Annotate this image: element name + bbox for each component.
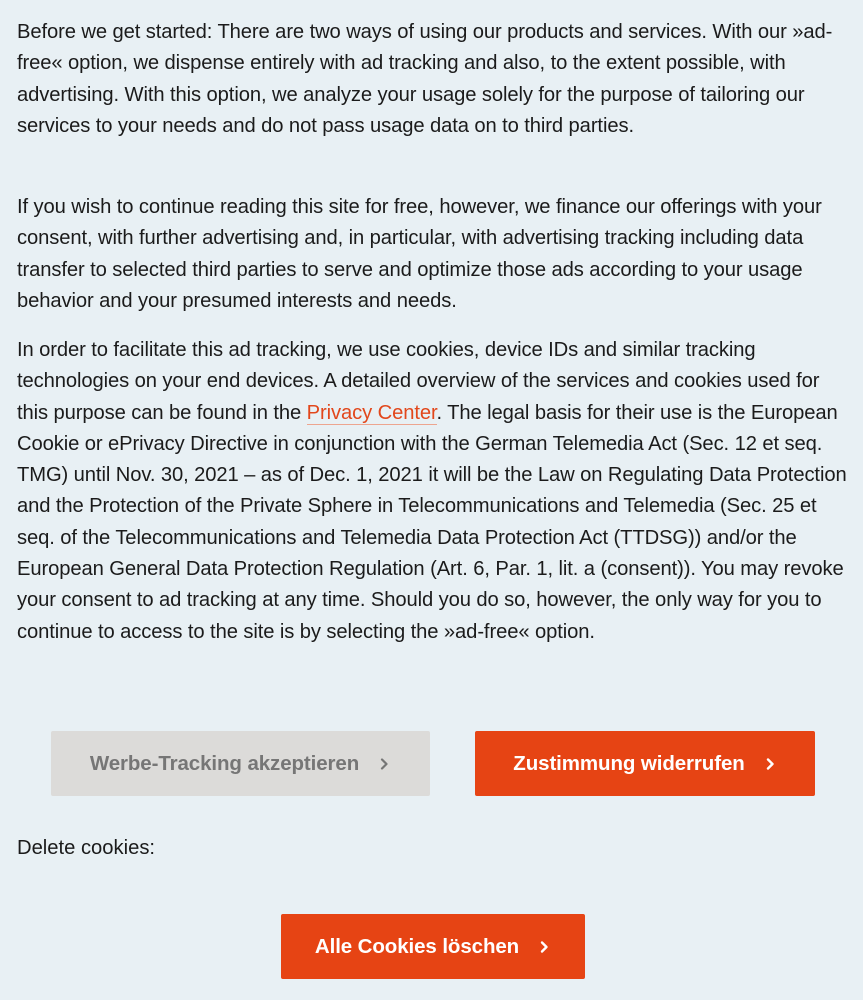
delete-cookies-label: Delete cookies: [17,837,156,859]
chevron-right-icon [537,940,551,954]
legal-basis-text-start: In order to facilitate this ad tracking, we use cookies, device IDs and similar tracking technologies on your end devices. A detailed overview of the services and cookies used for this purpose can be found in the [17,339,820,424]
chevron-right-icon [763,757,777,771]
free-reading-paragraph: If you wish to continue reading this site for free, however, we finance our offerings with your consent, with further advertising and, in particular, with advertising tracking including data transfer to selected third parties to serve and optimize those ads according to your usage behavior and your presumed interests and needs. [17,196,822,312]
delete-all-cookies-label: Alle Cookies löschen [314,934,520,958]
intro-paragraph: Before we get started: There are two ways of using our products and services. With our »ad-free« option, we dispense entirely with ad tracking and also, to the extent possible, with advertising. With this option, we analyze your usage solely for the purpose of tailoring our services to your needs and do not pass usage data on to third parties. [17,21,833,137]
revoke-consent-button[interactable] [475,731,815,796]
privacy-center-link[interactable]: Privacy Center [306,401,437,424]
delete-all-cookies-button[interactable] [281,914,585,979]
revoke-consent-label: Zustimmung widerrufen [513,751,745,775]
accept-tracking-label: Werbe-Tracking akzeptieren [89,751,360,775]
legal-basis-paragraph [17,335,849,648]
chevron-right-icon [377,757,391,771]
accept-tracking-button[interactable] [51,731,430,796]
legal-basis-text-end: . The legal basis for their use is the European Cookie or ePrivacy Directive in conjunction with the German Telemedia Act (Sec. 12 et seq. TMG) until Nov. 30, 2021 – as of Dec. 1, 2021 it will be the Law on Regulating Data Protection and the Protection of the Private Sphere in Telecommunications and Telemedia (Sec. 25 et seq. of the Telecommunications and Telemedia Data Protection Act (TTDSG)) and/or the European General Data Protection Regulation (Art. 6, Par. 1, lit. a (consent)). You may revoke your consent to ad tracking at any time. Should you do so, however, the only way for you to continue to access to the site is by selecting the »ad-free« option. [17,401,847,643]
